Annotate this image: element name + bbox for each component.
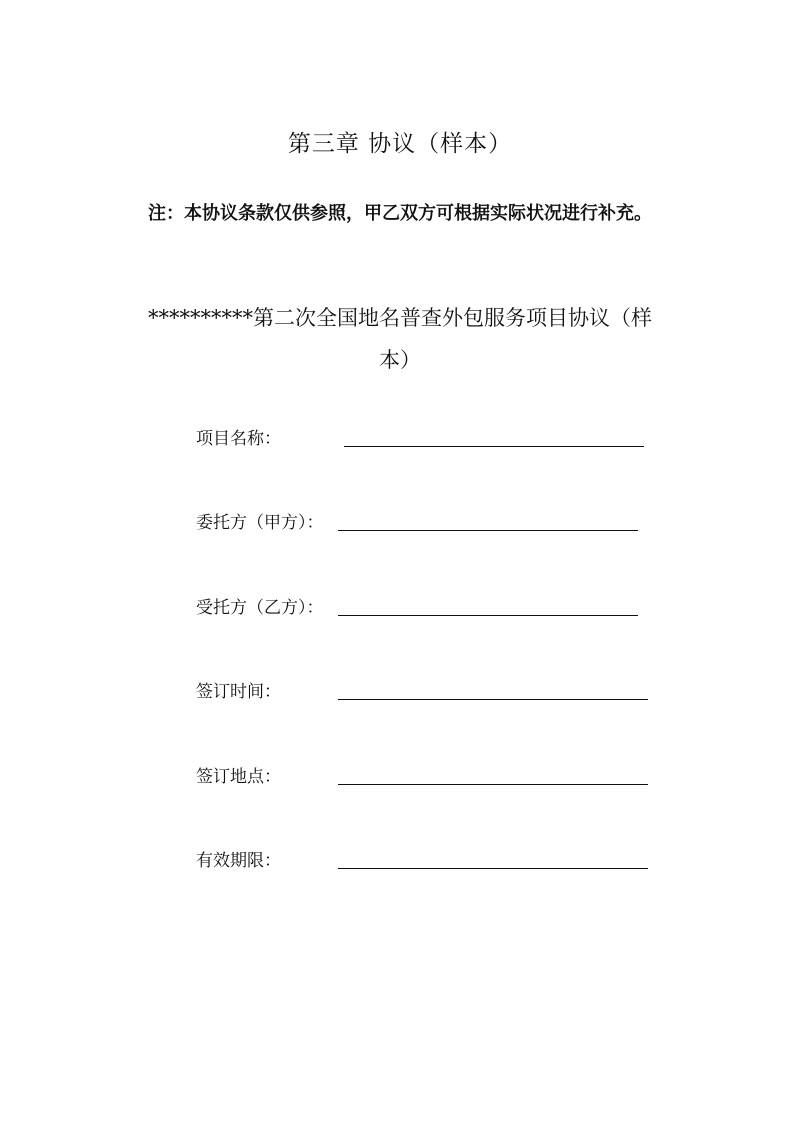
field-validity-period <box>196 846 666 876</box>
field-label: 委托方（甲方）： <box>196 513 324 533</box>
field-label: 签订地点： <box>196 767 281 787</box>
field-contractor-party-b <box>196 593 666 623</box>
agreement-title: **********第二次全国地名普查外包服务项目协议（样本） <box>148 306 652 372</box>
field-project-name <box>196 424 666 454</box>
field-signing-date <box>196 677 666 707</box>
field-client-party-a <box>196 508 666 538</box>
blank-underline[interactable] <box>338 868 648 869</box>
chapter-title: 第三章 协议（样本） <box>287 131 513 157</box>
blank-underline[interactable] <box>338 530 638 531</box>
blank-underline[interactable] <box>338 699 648 700</box>
blank-underline[interactable] <box>338 615 638 616</box>
blank-underline[interactable] <box>338 784 648 785</box>
note-text: 注：本协议条款仅供参照，甲乙双方可根据实际状况进行补充。 <box>148 203 652 224</box>
field-label: 受托方（乙方）： <box>196 598 324 618</box>
field-label: 有效期限： <box>196 851 281 871</box>
field-label: 签订时间： <box>196 682 281 702</box>
field-signing-place <box>196 762 666 792</box>
field-label: 项目名称： <box>196 429 281 449</box>
blank-underline[interactable] <box>344 446 644 447</box>
